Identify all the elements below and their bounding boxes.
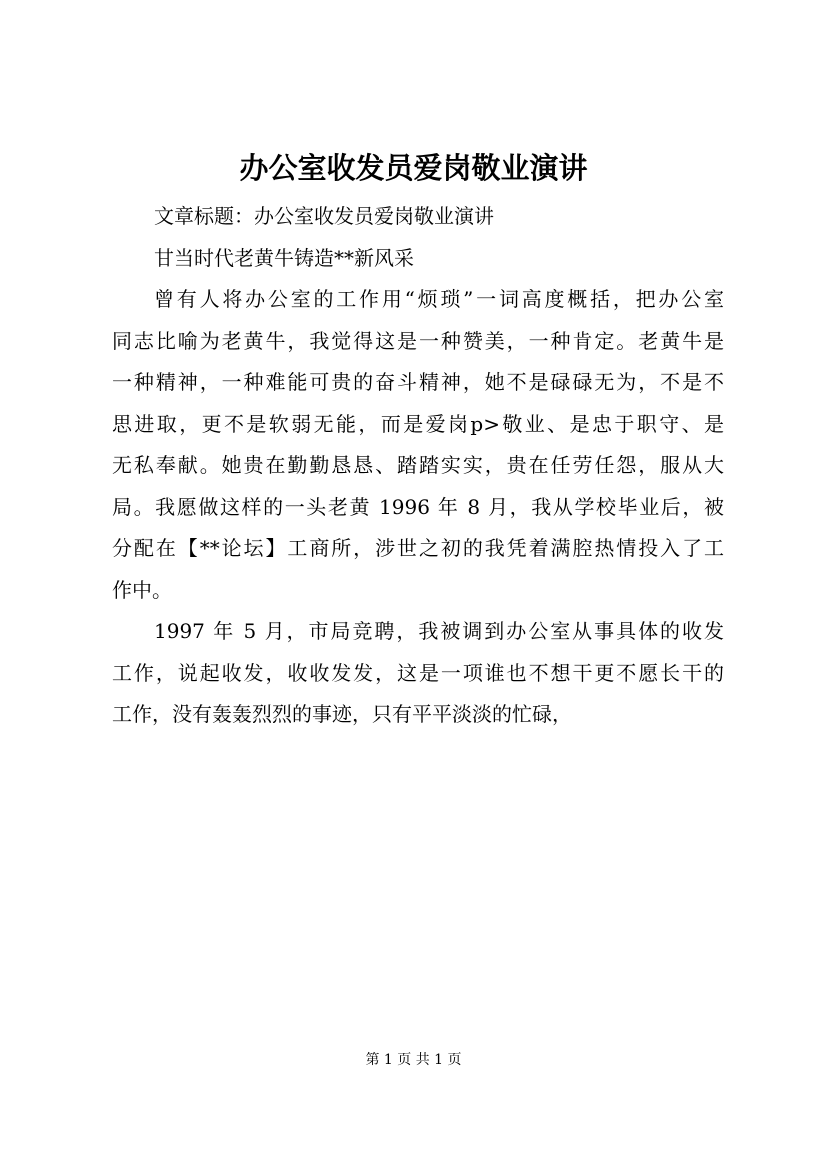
body-line: 无私奉献。她贵在勤勤恳恳、踏踏实实，贵在任劳任怨，服从大 bbox=[112, 453, 724, 477]
body-line: 分配在【**论坛】工商所，涉世之初的我凭着满腔热情投入了工 bbox=[112, 536, 724, 560]
body-line: 工作，没有轰轰烈烈的事迹，只有平平淡淡的忙碌， bbox=[112, 702, 572, 726]
body-line: 局。我愿做这样的一头老黄 1996 年 8 月，我从学校毕业后，被 bbox=[112, 494, 724, 519]
body-line: 1997 年 5 月，市局竞聘，我被调到办公室从事具体的收发 bbox=[154, 619, 724, 643]
body-line: 思进取，更不是软弱无能，而是爱岗p>敬业、是忠于职守、是 bbox=[112, 411, 724, 436]
body-line: 一种精神，一种难能可贵的奋斗精神，她不是碌碌无为，不是不 bbox=[112, 370, 724, 394]
page-footer: 第 1 页 共 1 页 bbox=[365, 1052, 462, 1068]
document-body bbox=[112, 196, 724, 736]
body-line: 工作，说起收发，收收发发，这是一项谁也不想干更不愿长干的 bbox=[112, 660, 724, 685]
body-line: 甘当时代老黄牛铸造**新风采 bbox=[154, 245, 414, 270]
body-line: 文章标题：办公室收发员爱岗敬业演讲 bbox=[154, 204, 494, 228]
body-line: 同志比喻为老黄牛，我觉得这是一种赞美，一种肯定。老黄牛是 bbox=[112, 328, 724, 353]
body-line: 曾有人将办公室的工作用“烦琐”一词高度概括，把办公室 bbox=[154, 287, 724, 311]
document-title: 办公室收发员爱岗敬业演讲 bbox=[239, 151, 588, 185]
body-line: 作中。 bbox=[112, 577, 172, 602]
